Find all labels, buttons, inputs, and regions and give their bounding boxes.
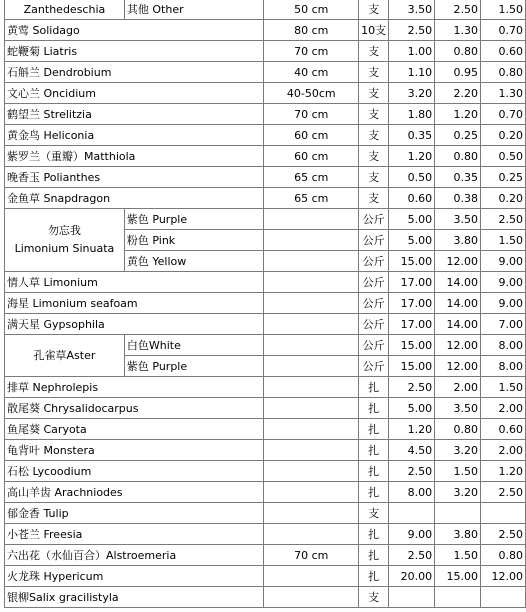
unit-cell: 公斤 (359, 209, 389, 230)
unit-cell: 公斤 (359, 335, 389, 356)
price-cell: 0.50 (481, 146, 526, 167)
spec-cell (264, 230, 359, 251)
flower-name-cell: 文心兰 Oncidium (5, 83, 264, 104)
color-variant-cell: 粉色 Pink (124, 230, 264, 251)
price-cell: 17.00 (389, 314, 435, 335)
spec-cell: 65 cm (264, 188, 359, 209)
price-cell: 1.50 (435, 545, 481, 566)
price-cell: 9.00 (481, 293, 526, 314)
spec-cell (264, 587, 359, 608)
table-row (5, 146, 526, 167)
flower-name-cell: 金鱼草 Snapdragon (5, 188, 264, 209)
price-cell: 3.50 (435, 209, 481, 230)
price-cell: 1.30 (481, 83, 526, 104)
spec-cell: 40-50cm (264, 83, 359, 104)
flower-name-cell: 高山羊齿 Arachniodes (5, 482, 264, 503)
price-cell: 15.00 (389, 251, 435, 272)
spec-cell (264, 440, 359, 461)
color-variant-cell: 紫色 Purple (124, 356, 264, 377)
price-cell: 1.50 (481, 0, 526, 20)
price-cell: 1.20 (389, 419, 435, 440)
price-table (4, 0, 526, 608)
table-row (5, 104, 526, 125)
price-cell: 1.50 (481, 230, 526, 251)
price-cell: 5.00 (389, 230, 435, 251)
price-cell: 2.00 (481, 398, 526, 419)
spec-cell (264, 377, 359, 398)
unit-cell: 公斤 (359, 293, 389, 314)
unit-cell: 支 (359, 0, 389, 20)
price-cell: 3.20 (435, 482, 481, 503)
table-row (5, 440, 526, 461)
price-cell: 1.30 (435, 20, 481, 41)
price-cell: 0.70 (481, 20, 526, 41)
price-cell: 1.50 (435, 461, 481, 482)
price-cell: 9.00 (481, 251, 526, 272)
flower-name-cell: 石松 Lycoodium (5, 461, 264, 482)
unit-cell: 支 (359, 587, 389, 608)
spec-cell (264, 335, 359, 356)
flower-name-cell: 黄莺 Solidago (5, 20, 264, 41)
price-cell: 0.80 (481, 545, 526, 566)
table-row (5, 377, 526, 398)
price-cell: 3.20 (389, 83, 435, 104)
spec-cell (264, 209, 359, 230)
price-cell: 1.10 (389, 62, 435, 83)
price-cell: 0.80 (435, 419, 481, 440)
price-cell: 2.50 (435, 0, 481, 20)
price-table-body (5, 0, 526, 608)
spec-cell (264, 293, 359, 314)
table-row (5, 398, 526, 419)
flower-name-cell: 晚香玉 Polianthes (5, 167, 264, 188)
price-cell: 2.50 (389, 461, 435, 482)
price-cell: 3.20 (435, 440, 481, 461)
price-cell: 1.50 (481, 377, 526, 398)
unit-cell: 支 (359, 503, 389, 524)
spec-cell (264, 503, 359, 524)
table-row (5, 20, 526, 41)
price-cell: 2.00 (481, 440, 526, 461)
price-cell: 9.00 (481, 272, 526, 293)
unit-cell: 支 (359, 125, 389, 146)
table-row (5, 41, 526, 62)
spec-cell: 50 cm (264, 0, 359, 20)
price-cell: 0.35 (435, 167, 481, 188)
table-row (5, 419, 526, 440)
price-cell: 0.60 (481, 419, 526, 440)
unit-cell: 公斤 (359, 314, 389, 335)
price-cell: 2.00 (435, 377, 481, 398)
spec-cell (264, 524, 359, 545)
color-variant-cell: 黄色 Yellow (124, 251, 264, 272)
price-cell: 5.00 (389, 209, 435, 230)
price-cell: 2.20 (435, 83, 481, 104)
flower-name-cell: 散尾葵 Chrysalidocarpus (5, 398, 264, 419)
flower-name-cell: 蛇鞭菊 Liatris (5, 41, 264, 62)
price-cell: 2.50 (389, 20, 435, 41)
unit-cell: 支 (359, 146, 389, 167)
price-cell: 0.60 (481, 41, 526, 62)
price-cell: 2.50 (389, 377, 435, 398)
table-row (5, 461, 526, 482)
price-cell: 0.35 (389, 125, 435, 146)
table-row (5, 524, 526, 545)
group-name-zh: 勿忘我 (47, 224, 81, 237)
price-cell: 12.00 (435, 251, 481, 272)
spec-cell (264, 272, 359, 293)
group-name-zh: 孔雀草Aster (33, 348, 96, 362)
color-variant-cell: 紫色 Purple (124, 209, 264, 230)
flower-group-name-cell (5, 335, 125, 377)
spec-cell (264, 356, 359, 377)
unit-cell: 公斤 (359, 356, 389, 377)
price-cell: 2.50 (389, 545, 435, 566)
price-cell: 3.80 (435, 524, 481, 545)
unit-cell: 支 (359, 188, 389, 209)
unit-cell: 扎 (359, 566, 389, 587)
spec-cell: 60 cm (264, 146, 359, 167)
table-row (5, 83, 526, 104)
price-cell: 7.00 (481, 314, 526, 335)
price-cell (389, 587, 435, 608)
table-row (5, 314, 526, 335)
price-cell: 15.00 (435, 566, 481, 587)
flower-name-cell: 满天星 Gypsophila (5, 314, 264, 335)
spec-cell (264, 461, 359, 482)
unit-cell: 支 (359, 167, 389, 188)
flower-name-cell: Zanthedeschia (5, 0, 125, 20)
price-cell (481, 503, 526, 524)
unit-cell: 扎 (359, 461, 389, 482)
unit-cell: 支 (359, 83, 389, 104)
table-row (5, 62, 526, 83)
flower-name-cell: 排草 Nephrolepis (5, 377, 264, 398)
price-cell: 8.00 (481, 335, 526, 356)
spec-cell (264, 314, 359, 335)
price-cell: 0.25 (435, 125, 481, 146)
flower-name-cell: 其他 Other (124, 0, 264, 20)
price-cell: 3.80 (435, 230, 481, 251)
price-cell: 1.00 (389, 41, 435, 62)
price-cell: 1.20 (389, 146, 435, 167)
price-cell: 0.95 (435, 62, 481, 83)
table-row (5, 188, 526, 209)
price-cell: 1.20 (435, 104, 481, 125)
price-cell: 17.00 (389, 293, 435, 314)
price-cell: 0.38 (435, 188, 481, 209)
price-cell: 8.00 (481, 356, 526, 377)
price-cell: 0.25 (481, 167, 526, 188)
flower-name-cell: 银柳Salix gracilistyla (5, 587, 264, 608)
price-cell: 0.80 (435, 41, 481, 62)
spec-cell (264, 566, 359, 587)
price-cell: 8.00 (389, 482, 435, 503)
unit-cell: 公斤 (359, 272, 389, 293)
table-row (5, 335, 526, 356)
price-cell: 3.50 (389, 0, 435, 20)
spec-cell: 80 cm (264, 20, 359, 41)
table-row (5, 482, 526, 503)
flower-name-cell: 情人草 Limonium (5, 272, 264, 293)
unit-cell: 扎 (359, 545, 389, 566)
price-cell: 0.20 (481, 188, 526, 209)
spec-cell: 40 cm (264, 62, 359, 83)
table-row (5, 545, 526, 566)
price-cell (435, 587, 481, 608)
price-cell: 2.50 (481, 209, 526, 230)
price-cell: 0.50 (389, 167, 435, 188)
price-cell: 14.00 (435, 314, 481, 335)
price-cell (481, 587, 526, 608)
table-row (5, 0, 526, 20)
unit-cell: 扎 (359, 398, 389, 419)
price-cell: 9.00 (389, 524, 435, 545)
price-cell: 0.70 (481, 104, 526, 125)
spec-cell (264, 419, 359, 440)
price-cell: 15.00 (389, 356, 435, 377)
table-row (5, 272, 526, 293)
table-row (5, 293, 526, 314)
table-row (5, 587, 526, 608)
price-cell: 5.00 (389, 398, 435, 419)
group-name-en: Limonium Sinuata (14, 242, 115, 255)
spec-cell: 70 cm (264, 545, 359, 566)
price-cell: 2.50 (481, 524, 526, 545)
price-cell: 12.00 (435, 335, 481, 356)
table-row (5, 167, 526, 188)
table-row (5, 503, 526, 524)
price-cell: 15.00 (389, 335, 435, 356)
price-cell: 17.00 (389, 272, 435, 293)
spec-cell (264, 251, 359, 272)
flower-name-cell: 鱼尾葵 Caryota (5, 419, 264, 440)
flower-name-cell: 郁金香 Tulip (5, 503, 264, 524)
flower-name-cell: 火龙珠 Hypericum (5, 566, 264, 587)
price-cell: 14.00 (435, 293, 481, 314)
price-cell: 14.00 (435, 272, 481, 293)
spec-cell (264, 482, 359, 503)
flower-name-cell: 六出花（水仙百合）Alstroemeria (5, 545, 264, 566)
price-cell: 20.00 (389, 566, 435, 587)
price-cell: 0.80 (481, 62, 526, 83)
price-cell: 0.80 (435, 146, 481, 167)
spec-cell: 60 cm (264, 125, 359, 146)
spec-cell: 65 cm (264, 167, 359, 188)
spec-cell: 70 cm (264, 41, 359, 62)
unit-cell: 支 (359, 41, 389, 62)
spec-cell: 70 cm (264, 104, 359, 125)
table-row (5, 566, 526, 587)
flower-name-cell: 黄金鸟 Heliconia (5, 125, 264, 146)
unit-cell: 扎 (359, 377, 389, 398)
unit-cell: 支 (359, 104, 389, 125)
flower-name-cell: 海星 Limonium seafoam (5, 293, 264, 314)
spec-cell (264, 398, 359, 419)
flower-group-name-cell (5, 209, 125, 272)
table-row (5, 209, 526, 230)
flower-name-cell: 小苍兰 Freesia (5, 524, 264, 545)
price-cell: 4.50 (389, 440, 435, 461)
flower-name-cell: 鹤望兰 Strelitzia (5, 104, 264, 125)
unit-cell: 公斤 (359, 230, 389, 251)
price-cell (389, 503, 435, 524)
price-cell: 1.80 (389, 104, 435, 125)
price-cell: 2.50 (481, 482, 526, 503)
price-cell: 12.00 (481, 566, 526, 587)
price-cell: 1.20 (481, 461, 526, 482)
price-cell: 12.00 (435, 356, 481, 377)
unit-cell: 公斤 (359, 251, 389, 272)
color-variant-cell: 白色White (124, 335, 264, 356)
unit-cell: 支 (359, 62, 389, 83)
unit-cell: 扎 (359, 440, 389, 461)
price-cell: 0.60 (389, 188, 435, 209)
price-cell (435, 503, 481, 524)
price-cell: 3.50 (435, 398, 481, 419)
unit-cell: 扎 (359, 482, 389, 503)
unit-cell: 10支 (359, 20, 389, 41)
price-cell: 0.20 (481, 125, 526, 146)
table-row (5, 125, 526, 146)
unit-cell: 扎 (359, 524, 389, 545)
flower-name-cell: 龟背叶 Monstera (5, 440, 264, 461)
flower-name-cell: 紫罗兰（重瓣）Matthiola (5, 146, 264, 167)
flower-name-cell: 石斛兰 Dendrobium (5, 62, 264, 83)
unit-cell: 扎 (359, 419, 389, 440)
